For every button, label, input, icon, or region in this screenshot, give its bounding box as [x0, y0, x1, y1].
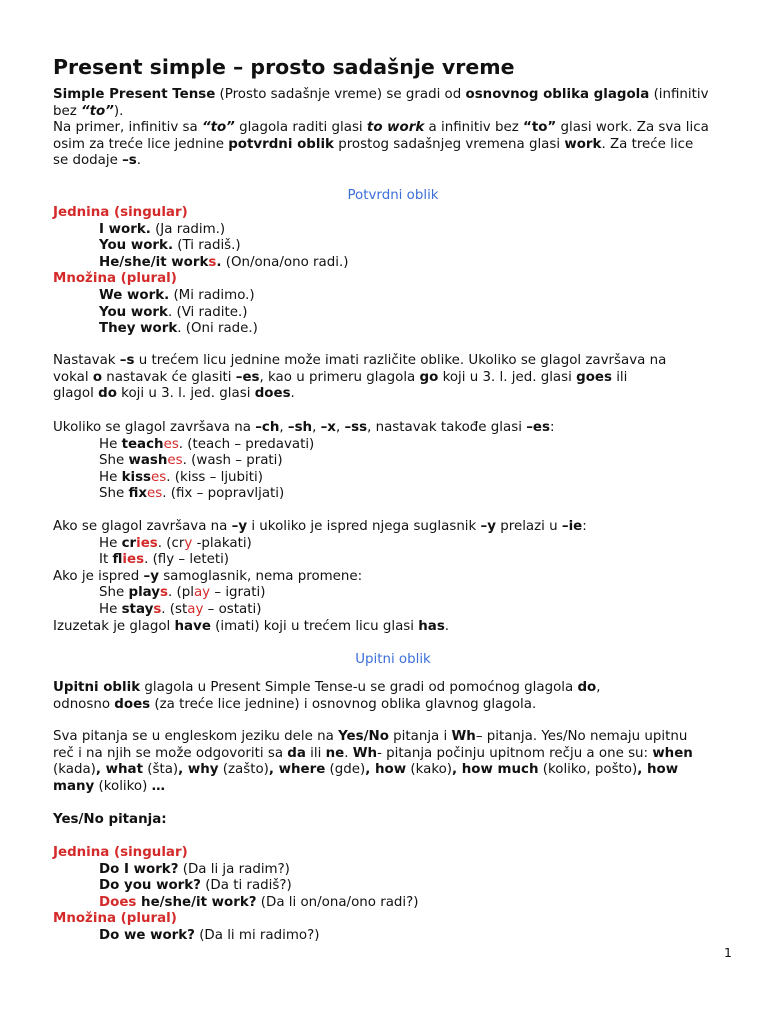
example-row: He kisses. (kiss – ljubiti) [99, 469, 263, 485]
nastavak-paragraph [53, 353, 733, 403]
text-line: Ako je ispred –y samoglasnik, nema promene: [53, 568, 363, 584]
example-row: Do you work? (Da ti radiš?) [99, 878, 292, 894]
intro-line: Simple Present Tense (Prosto sadašnje vreme) se gradi od osnovnog oblika glagola (infinitiv [53, 87, 709, 102]
example-row: Do I work? (Da li ja radim?) [99, 861, 290, 877]
example-row: He cries. (cry -plakati) [99, 535, 252, 551]
example-row: Do we work? (Da li mi radimo?) [99, 927, 320, 943]
intro-line: bez “to”). [53, 103, 124, 119]
example-row: He/she/it works. (On/ona/ono radi.) [99, 254, 349, 270]
jednina-label: Jednina (singular) [53, 205, 188, 220]
example-row: She fixes. (fix – popravljati) [99, 486, 285, 502]
section-heading-potvrdni: Potvrdni oblik [347, 188, 439, 203]
text-line: Ako se glagol završava na –y i ukoliko je ispred njega suglasnik –y prelazi u –ie: [53, 519, 587, 534]
example-row: I work. (Ja radim.) [99, 221, 226, 237]
text-line: Upitni oblik glagola u Present Simple Tense-u se gradi od pomoćnog glagola do, [53, 680, 601, 695]
example-row: It flies. (fly – leteti) [99, 552, 230, 568]
intro-paragraph [53, 87, 733, 170]
mnozina-label: Množina (plural) [53, 271, 177, 287]
text-line: Nastavak –s u trećem licu jednine može imati različite oblike. Ukoliko se glagol završava na [53, 353, 667, 368]
text-line: odnosno does (za treće lice jednine) i osnovnog oblika glavnog glagola. [53, 696, 537, 712]
pitanja-paragraph [53, 729, 733, 795]
jednina-label: Jednina (singular) [53, 845, 188, 860]
text-line: many (koliko) … [53, 778, 165, 794]
example-row: You work. (Ti radiš.) [99, 238, 241, 254]
yesno-block [53, 845, 733, 945]
ukoliko-paragraph [53, 420, 733, 503]
text-line: Izuzetak je glagol have (imati) koji u trećem licu glasi has. [53, 618, 450, 634]
page-number: 1 [724, 945, 732, 960]
example-row: We work. (Mi radimo.) [99, 287, 255, 303]
example-row: You work. (Vi radite.) [99, 304, 248, 320]
text-line: (kada), what (šta), why (zašto), where (gde), how (kako), how much (koliko, pošto), how [53, 762, 679, 778]
intro-line: osim za treće lice jednine potvrdni oblik prostog sadašnjeg vremena glasi work. Za treće lice [53, 136, 694, 152]
example-row: She washes. (wash – prati) [99, 453, 283, 469]
text-line: glagol do koji u 3. l. jed. glasi does. [53, 386, 295, 402]
text-line: Ukoliko se glagol završava na –ch, –sh, –x, –ss, nastavak takođe glasi –es: [53, 420, 555, 435]
example-row: They work. (Oni rade.) [99, 321, 258, 337]
section-heading-upitni: Upitni oblik [355, 652, 431, 667]
intro-line: Na primer, infinitiv sa “to” glagola raditi glasi to work a infinitiv bez “to” glasi work. Za sva lica [53, 120, 709, 136]
upitni-paragraph [53, 680, 733, 713]
example-row: He stays. (stay – ostati) [99, 601, 262, 617]
example-row: He teaches. (teach – predavati) [99, 436, 315, 452]
intro-line: se dodaje –s. [53, 153, 142, 169]
yesno-heading: Yes/No pitanja: [53, 812, 167, 827]
text-line: reč i na njih se može odgovoriti sa da ili ne. Wh- pitanja počinju upitnom rečju a one su: when [53, 745, 693, 761]
example-row: She plays. (play – igrati) [99, 585, 266, 601]
example-row: Does he/she/it work? (Da li on/ona/ono radi?) [99, 894, 419, 910]
potvrdni-block [53, 205, 733, 338]
text-line: Sva pitanja se u engleskom jeziku dele na Yes/No pitanja i Wh– pitanja. Yes/No nemaju upitnu [53, 729, 688, 744]
y-rule-paragraph [53, 519, 733, 635]
mnozina-label: Množina (plural) [53, 911, 177, 927]
text-line: vokal o nastavak će glasiti –es, kao u primeru glagola go koji u 3. l. jed. glasi goes ili [53, 369, 628, 385]
page-title: Present simple – prosto sadašnje vreme [53, 55, 515, 79]
